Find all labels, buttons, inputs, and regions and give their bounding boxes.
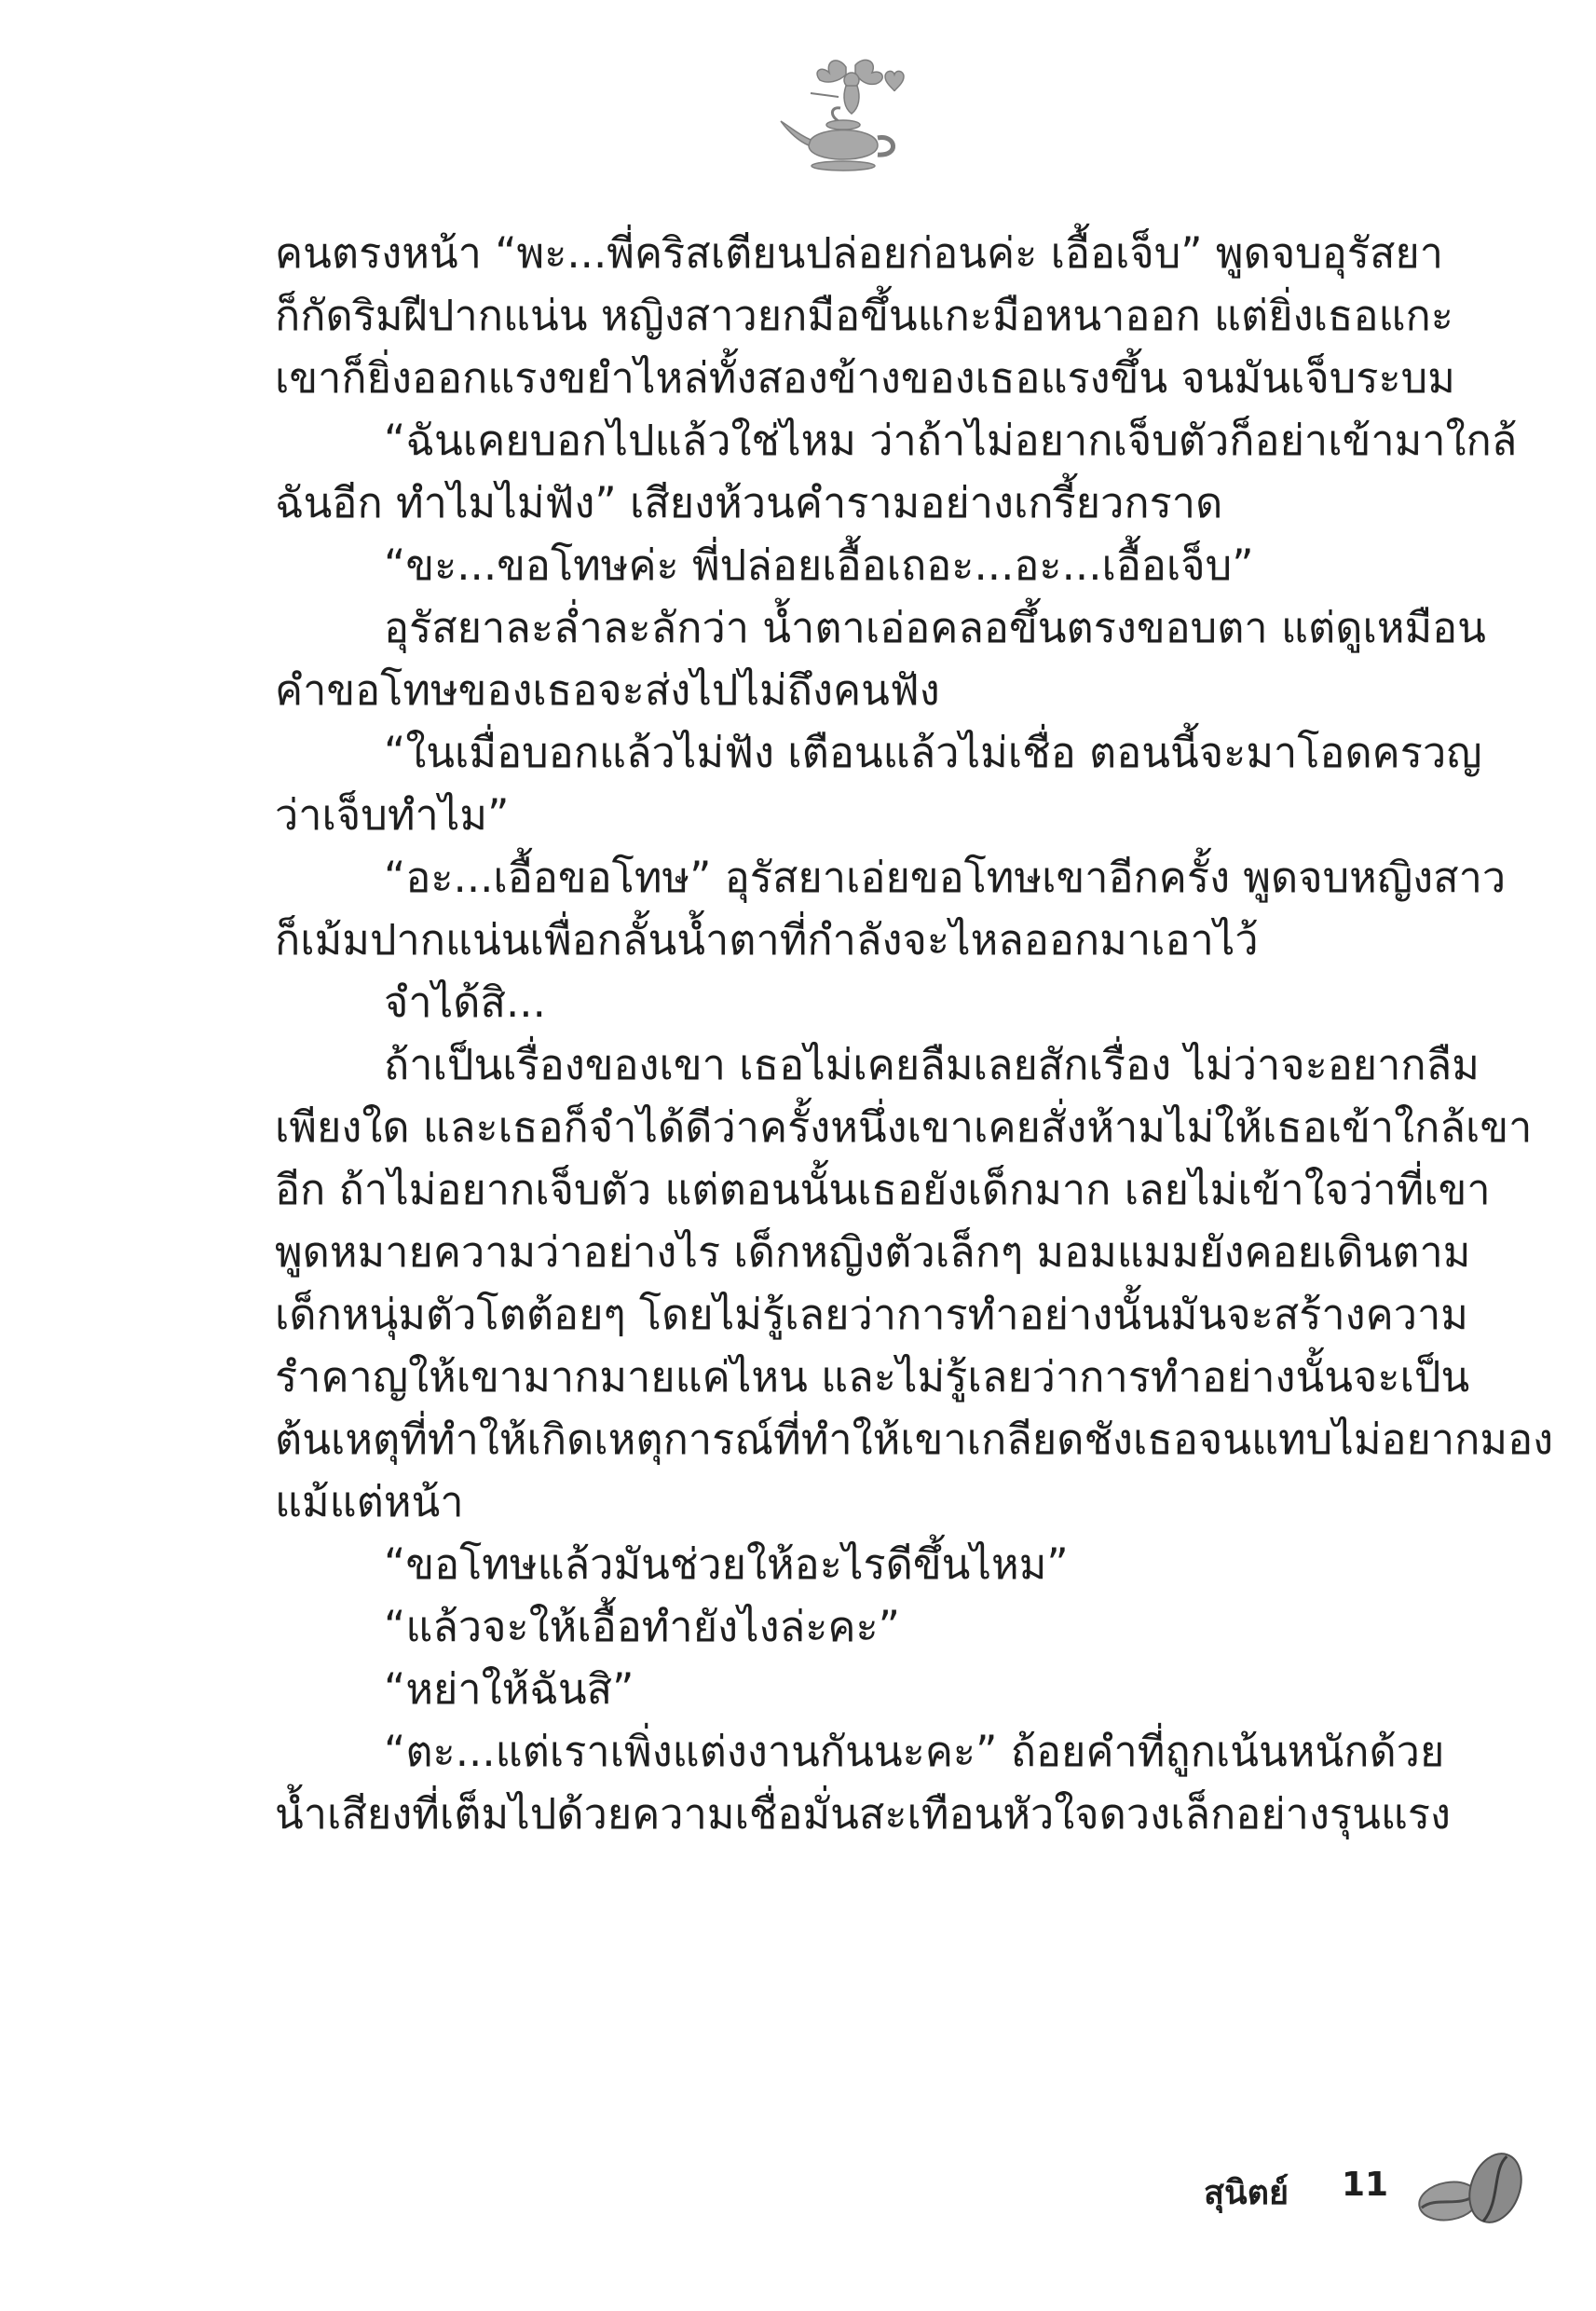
- text-line: น้ำเสียงที่เต็มไปด้วยความเชื่อมั่นสะเทือนหัวใจดวงเล็กอย่างรุนแรง: [275, 1789, 1451, 1839]
- text-line: “ขะ...ขอโทษค่ะ พี่ปล่อยเอื้อเถอะ...อะ...เอื้อเจ็บ”: [384, 540, 1254, 590]
- text-line: “ในเมื่อบอกแล้วไม่ฟัง เตือนแล้วไม่เชื่อ ตอนนี้จะมาโอดครวญ: [384, 728, 1482, 777]
- coffee-beans-icon: [1412, 2143, 1528, 2236]
- text-line: อุรัสยาละล่ำละลักว่า น้ำตาเอ่อคลอขึ้นตรงขอบตา แต่ดูเหมือน: [384, 603, 1486, 652]
- text-line: อีก ถ้าไม่อยากเจ็บตัว แต่ตอนนั้นเธอยังเด็กมาก เลยไม่เข้าใจว่าที่เขา: [275, 1165, 1491, 1214]
- text-line: เด็กหนุ่มตัวโตต้อยๆ โดยไม่รู้เลยว่าการทำอย่างนั้นมันจะสร้างความ: [275, 1290, 1468, 1339]
- text-line: จำได้สิ...: [384, 978, 546, 1027]
- text-line: “ขอโทษแล้วมันช่วยให้อะไรดีขึ้นไหม”: [384, 1539, 1069, 1589]
- text-line: พูดหมายความว่าอย่างไร เด็กหญิงตัวเล็กๆ มอมแมมยังคอยเดินตาม: [275, 1227, 1471, 1277]
- text-line: ก็กัดริมฝีปากแน่น หญิงสาวยกมือขึ้นแกะมือหนาออก แต่ยิ่งเธอแกะ: [275, 291, 1453, 340]
- cupid-teapot-ornament-icon: [773, 56, 913, 186]
- text-line: ฉันอีก ทำไมไม่ฟัง” เสียงห้วนคำรามอย่างเกรี้ยวกราด: [275, 478, 1223, 527]
- text-line: ต้นเหตุที่ทำให้เกิดเหตุการณ์ที่ทำให้เขาเกลียดชังเธอจนแทบไม่อยากมอง: [275, 1415, 1554, 1464]
- page-number: 11: [1342, 2166, 1389, 2204]
- text-line: ถ้าเป็นเรื่องของเขา เธอไม่เคยลืมเลยสักเรื่อง ไม่ว่าจะอยากลืม: [384, 1040, 1480, 1089]
- text-line: แม้แต่หน้า: [275, 1477, 464, 1526]
- story-text: [275, 222, 1554, 1845]
- text-line: รำคาญให้เขามากมายแค่ไหน และไม่รู้เลยว่าการทำอย่างนั้นจะเป็น: [275, 1352, 1470, 1402]
- text-line: “หย่าให้ฉันสิ”: [384, 1664, 634, 1714]
- text-line: “ฉันเคยบอกไปแล้วใช่ไหม ว่าถ้าไม่อยากเจ็บตัวก็อย่าเข้ามาใกล้: [384, 416, 1518, 465]
- text-line: เขาก็ยิ่งออกแรงขยำไหล่ทั้งสองข้างของเธอแรงขึ้น จนมันเจ็บระบม: [275, 353, 1455, 403]
- text-line: คำขอโทษของเธอจะส่งไปไม่ถึงคนฟัง: [275, 665, 940, 715]
- text-line: “อะ...เอื้อขอโทษ” อุรัสยาเอ่ยขอโทษเขาอีกครั้ง พูดจบหญิงสาว: [384, 853, 1507, 902]
- text-line: “แล้วจะให้เอื้อทำยังไงล่ะคะ”: [384, 1602, 900, 1651]
- author-name: สุนิตย์: [1204, 2174, 1289, 2212]
- text-line: เพียงใด และเธอก็จำได้ดีว่าครั้งหนึ่งเขาเคยสั่งห้ามไม่ให้เธอเข้าใกล้เขา: [275, 1102, 1533, 1152]
- page-footer: [1118, 2143, 1528, 2236]
- text-line: คนตรงหน้า “พะ...พี่คริสเตียนปล่อยก่อนค่ะ เอื้อเจ็บ” พูดจบอุรัสยา: [275, 228, 1444, 278]
- text-line: “ตะ...แต่เราเพิ่งแต่งงานกันนะคะ” ถ้อยคำที่ถูกเน้นหนักด้วย: [384, 1727, 1445, 1776]
- text-line: ว่าเจ็บทำไม”: [275, 790, 510, 840]
- text-line: ก็เม้มปากแน่นเพื่อกลั้นน้ำตาที่กำลังจะไหลออกมาเอาไว้: [275, 915, 1259, 964]
